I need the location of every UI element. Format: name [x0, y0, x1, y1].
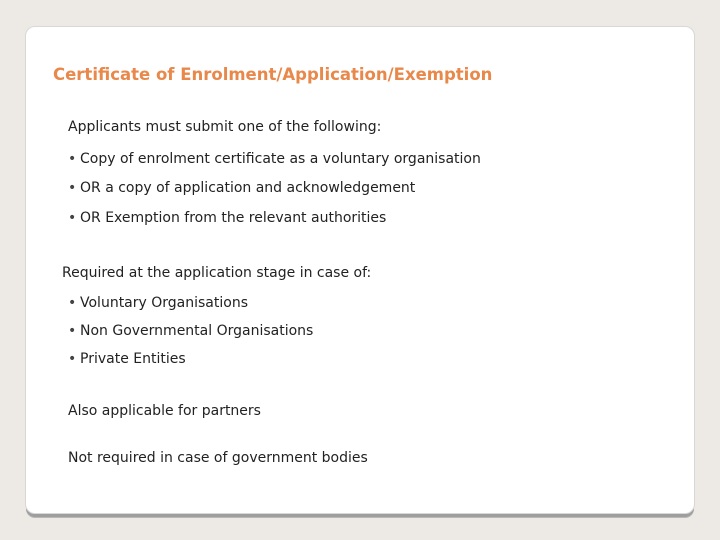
- note-partners: Also applicable for partners: [68, 403, 261, 419]
- bullet-icon: •: [68, 323, 77, 339]
- bullet-icon: •: [68, 180, 77, 196]
- list-item-text: Copy of enrolment certificate as a voluntary organisation: [80, 151, 481, 167]
- bullet-icon: •: [68, 295, 77, 311]
- list-item: [68, 210, 386, 226]
- note-government: Not required in case of government bodies: [68, 450, 368, 466]
- list-item-text: OR Exemption from the relevant authorities: [80, 210, 387, 226]
- bullet-icon: •: [68, 151, 77, 167]
- section2-intro: Required at the application stage in case of:: [62, 265, 372, 281]
- list-item: [68, 295, 248, 311]
- list-item-text: Private Entities: [80, 351, 186, 367]
- bullet-icon: •: [68, 210, 77, 226]
- slide-title: Certificate of Enrolment/Application/Exemption: [53, 65, 493, 84]
- list-item: [68, 151, 481, 167]
- section1-intro: Applicants must submit one of the following:: [68, 119, 382, 135]
- list-item-text: OR a copy of application and acknowledgement: [80, 180, 416, 196]
- bullet-icon: •: [68, 351, 77, 367]
- list-item: [68, 351, 186, 367]
- list-item-text: Non Governmental Organisations: [80, 323, 314, 339]
- slide-card: [25, 26, 695, 514]
- list-item-text: Voluntary Organisations: [80, 295, 248, 311]
- list-item: [68, 323, 313, 339]
- list-item: [68, 180, 415, 196]
